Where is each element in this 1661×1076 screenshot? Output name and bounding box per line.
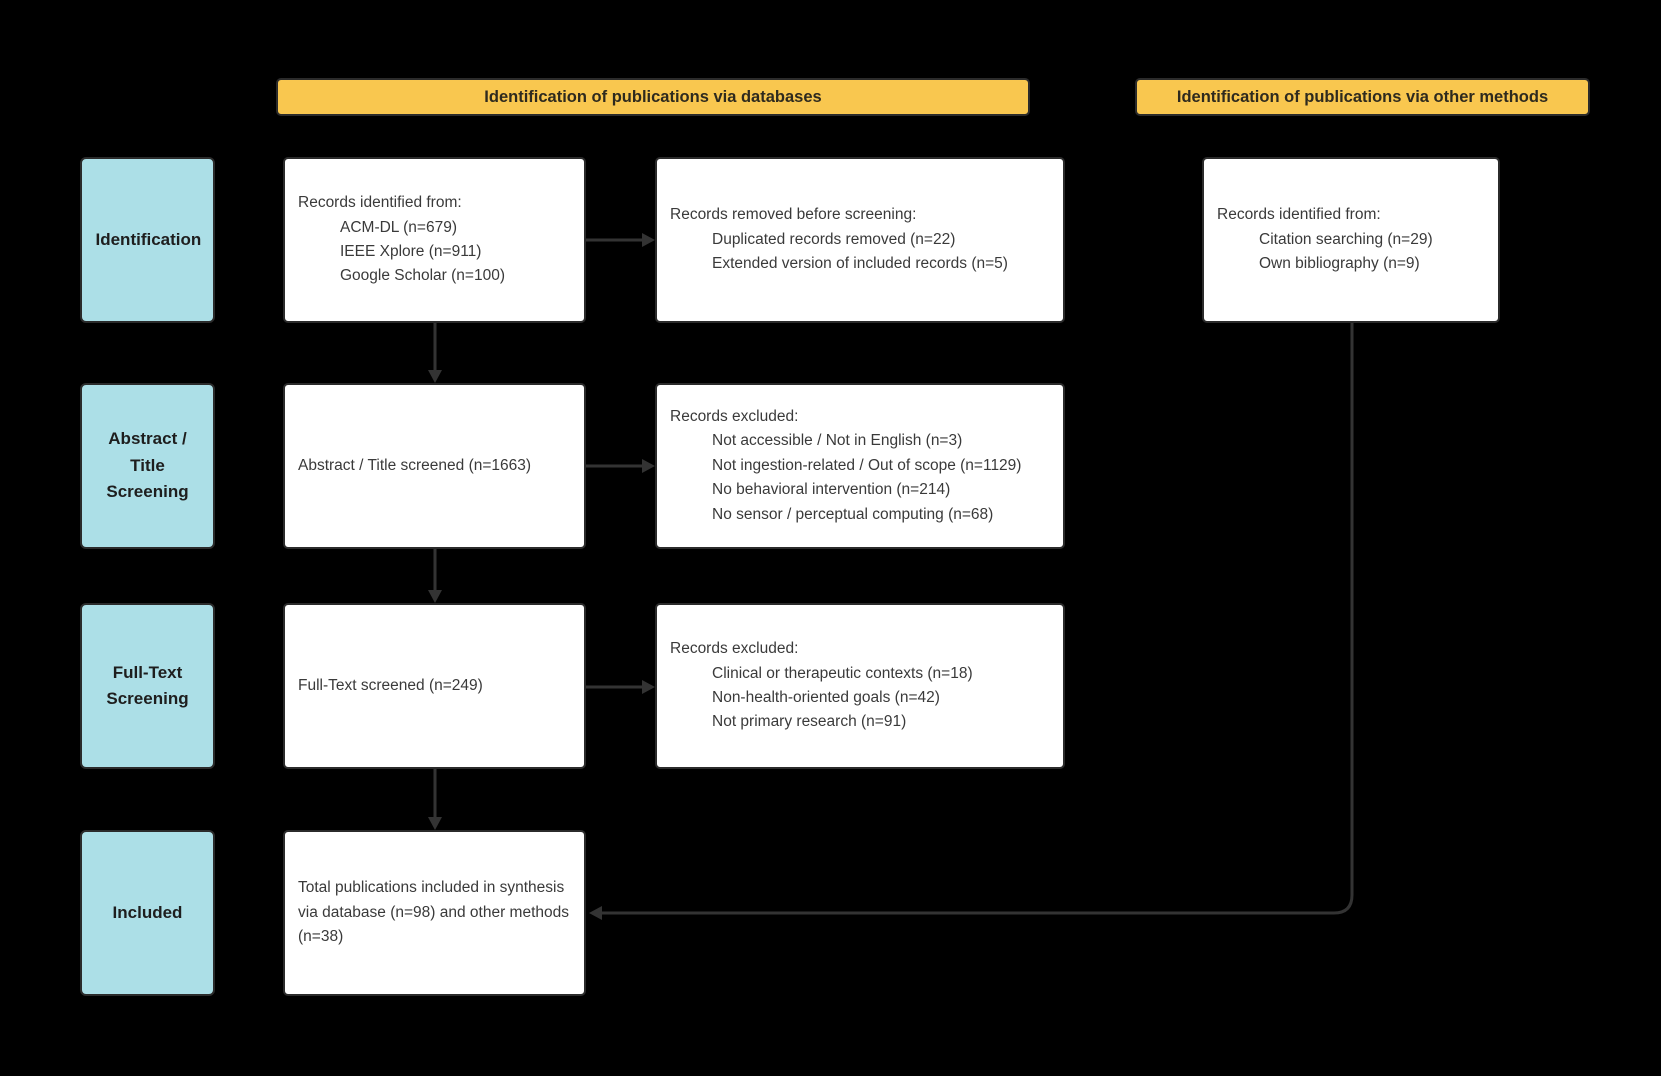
box-item: No sensor / perceptual computing (n=68) bbox=[712, 505, 994, 523]
stage-full-text-screening-label: Full-Text Screening bbox=[106, 662, 189, 708]
box-item: Extended version of included records (n=5) bbox=[712, 255, 1008, 273]
box-included-total bbox=[283, 830, 586, 996]
box-item: Not accessible / Not in English (n=3) bbox=[712, 432, 963, 450]
header-databases-label: Identification of publications via databases bbox=[484, 87, 822, 106]
box-item: Duplicated records removed (n=22) bbox=[712, 230, 956, 248]
box-text: Abstract / Title screened (n=1663) bbox=[298, 456, 532, 474]
box-item: Google Scholar (n=100) bbox=[340, 267, 506, 285]
box-item: Not ingestion-related / Out of scope (n=1129) bbox=[712, 456, 1022, 474]
arrowhead-right-row3 bbox=[642, 680, 655, 694]
stage-included-label: Included bbox=[112, 902, 183, 922]
box-records-excluded-fulltext bbox=[655, 603, 1065, 769]
stage-full-text-screening bbox=[80, 603, 215, 769]
box-item: Citation searching (n=29) bbox=[1259, 230, 1433, 248]
arrowhead-down-row3 bbox=[428, 590, 442, 603]
header-other-methods-label: Identification of publications via other methods bbox=[1176, 87, 1549, 106]
stage-abstract-title-screening bbox=[80, 383, 215, 549]
box-abstract-title-screened bbox=[283, 383, 586, 549]
box-item: ACM-DL (n=679) bbox=[340, 218, 458, 236]
box-text: Full-Text screened (n=249) bbox=[298, 676, 483, 694]
stage-abstract-title-screening-label: Abstract / Title Screening bbox=[106, 429, 189, 502]
header-databases bbox=[276, 78, 1030, 116]
stage-identification-label: Identification bbox=[95, 229, 202, 249]
stage-included bbox=[80, 830, 215, 996]
arrowhead-left-included bbox=[589, 906, 602, 920]
box-title: Records identified from: bbox=[1217, 206, 1381, 224]
box-records-identified-databases bbox=[283, 157, 586, 323]
box-full-text-screened bbox=[283, 603, 586, 769]
box-records-removed-before-screening bbox=[655, 157, 1065, 323]
arrowhead-right-row1 bbox=[642, 233, 655, 247]
box-title: Records identified from: bbox=[298, 194, 462, 212]
box-item: Clinical or therapeutic contexts (n=18) bbox=[712, 664, 973, 682]
box-records-identified-other-methods bbox=[1202, 157, 1500, 323]
box-item: No behavioral intervention (n=214) bbox=[712, 481, 951, 499]
box-item: IEEE Xplore (n=911) bbox=[340, 243, 482, 260]
box-title: Records removed before screening: bbox=[670, 206, 917, 224]
arrowhead-down-row4 bbox=[428, 817, 442, 830]
box-item: Own bibliography (n=9) bbox=[1259, 255, 1420, 273]
arrowhead-down-row2 bbox=[428, 370, 442, 383]
stage-identification bbox=[80, 157, 215, 323]
box-title: Records excluded: bbox=[670, 640, 799, 658]
box-text: Total publications included in synthesis via database (n=98) and other methods (n=38) bbox=[298, 879, 570, 946]
box-item: Non-health-oriented goals (n=42) bbox=[712, 689, 940, 706]
header-other-methods bbox=[1135, 78, 1590, 116]
box-title: Records excluded: bbox=[670, 407, 799, 425]
box-records-excluded-abstract bbox=[655, 383, 1065, 549]
box-item: Not primary research (n=91) bbox=[712, 713, 907, 731]
arrowhead-right-row2 bbox=[642, 459, 655, 473]
